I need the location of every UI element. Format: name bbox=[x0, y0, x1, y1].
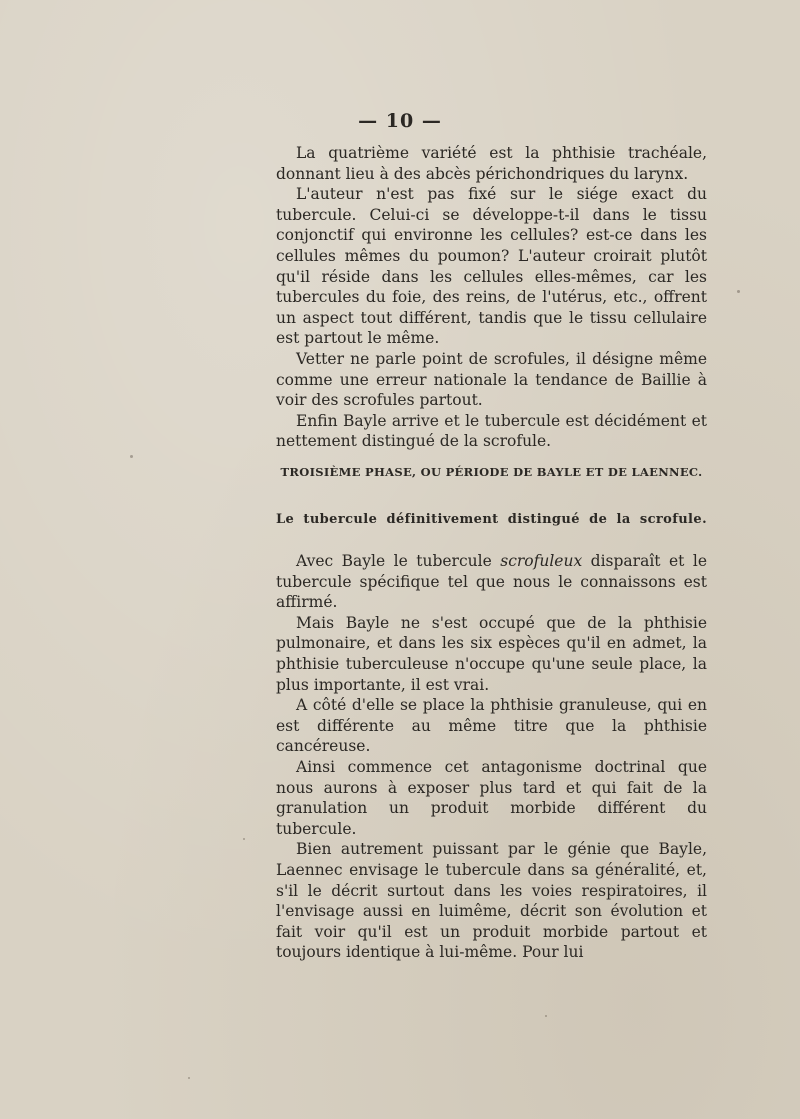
paragraph-bayle bbox=[276, 551, 707, 613]
paragraph: Mais Bayle ne s'est occupé que de la phthisie pulmonaire, et dans les six espèces qu'il en admet, la phthisie tuberculeuse n'occupe qu'une seule place, la plus importante, il est vrai. bbox=[276, 613, 707, 694]
paper-speck bbox=[737, 290, 740, 293]
paragraph: A côté d'elle se place la phthisie granuleuse, qui en est différente au même titre que la phthisie cancéreuse. bbox=[276, 696, 707, 756]
paragraph: Enfin Bayle arrive et le tubercule est décidément et nettement distingué de la scrofule. bbox=[276, 411, 707, 451]
paragraph: L'auteur n'est pas fixé sur le siége exact du tubercule. Celui-ci se développe-t-il dans le tissu conjonctif qui environne les cellules? est-ce dans les cellules mêmes du poumon? L'auteur croirait plutôt qu'il réside dans les cellules elles-mêmes, car les tubercules du foie, des reins, de l'utérus, etc., offrent un aspect tout différent, tandis que le tissu cellulaire est partout le même. bbox=[276, 185, 707, 348]
section-title: TROISIÈME PHASE, OU PÉRIODE DE BAYLE ET DE LAENNEC. bbox=[280, 465, 703, 479]
sub-title: Le tubercule définitivement distingué de la scrofule. bbox=[276, 512, 707, 527]
paragraph-text: disparaît et le tubercule spécifique tel que nous le connaissons est affirmé. bbox=[276, 552, 707, 612]
page-number: — 10 — bbox=[358, 110, 442, 132]
text-block-top bbox=[276, 143, 707, 452]
paragraph: Bien autrement puissant par le génie que Bayle, Laennec envisage le tubercule dans sa généralité, et, s'il le décrit surtout dans les voies respiratoires, il l'envisage aussi en luimême, décrit son évolution et fait voir qu'il est un produit morbide partout et toujours identique à lui-même. Pour lui bbox=[276, 840, 707, 962]
paragraph: Vetter ne parle point de scrofules, il désigne même comme une erreur nationale la tendance de Baillie à voir des scrofules partout. bbox=[276, 349, 707, 410]
paper-speck bbox=[188, 1077, 190, 1079]
text-block-bottom bbox=[276, 551, 707, 963]
paper-speck bbox=[243, 838, 245, 840]
paper-speck bbox=[545, 1015, 547, 1017]
paragraph: Ainsi commence cet antagonisme doctrinal que nous aurons à exposer plus tard et qui fait de la granulation un produit morbide différent du tubercule. bbox=[276, 757, 707, 838]
paragraph: La quatrième variété est la phthisie trachéale, donnant lieu à des abcès périchondriques du larynx. bbox=[276, 144, 707, 183]
paper-speck bbox=[130, 455, 133, 458]
paragraph-text: Avec Bayle le tubercule bbox=[296, 552, 501, 570]
italic-term: scrofuleux bbox=[500, 552, 583, 570]
